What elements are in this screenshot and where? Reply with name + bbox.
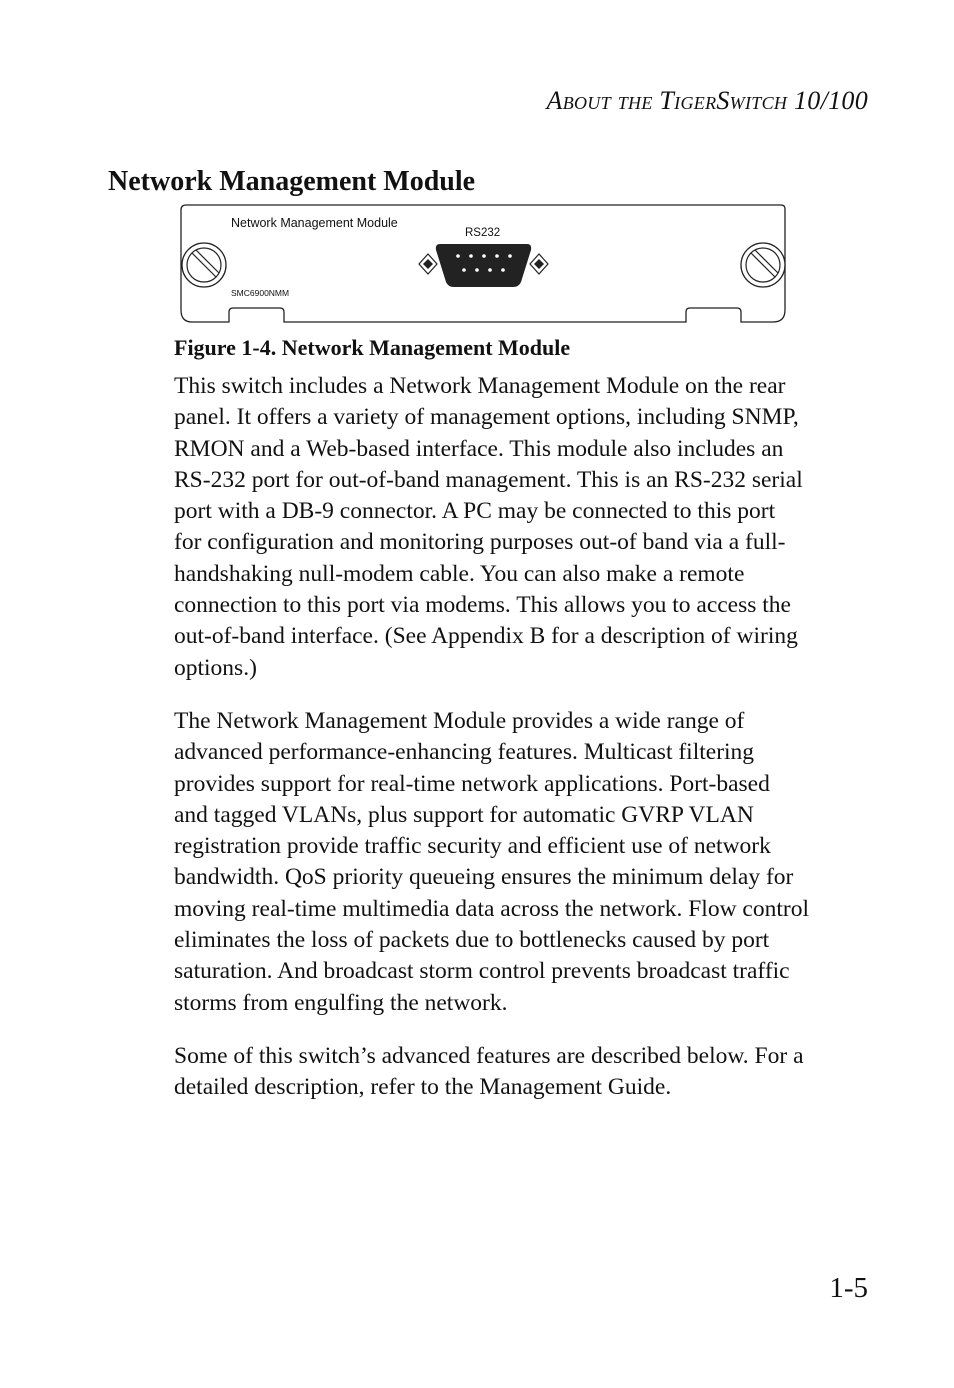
panel-label: Network Management Module	[231, 216, 398, 230]
page-number: 1-5	[829, 1272, 868, 1304]
body-paragraph-1	[174, 371, 874, 684]
paragraph-text: Some of this switch’s advanced features are described below. For a detailed description, refer to the Management Guide.	[174, 1043, 804, 1101]
figure-caption: Figure 1-4. Network Management Module	[174, 335, 571, 360]
paragraph-text: The Network Management Module provides a wide range of advanced performance-enhancing features. Multicast filtering provides support for real-time network applications. Port-based and tagged VLANs, plus support for automatic GVRP VLAN registration provide traffic security and efficient use of network bandwidth. QoS priority queueing ensures the minimum delay for moving real-time multimedia data across the network. Flow control eliminates the loss of packets due to bottlenecks caused by port saturation. And broadcast storm control prevents broadcast traffic storms from engulfing the network.	[174, 708, 809, 1016]
section-title: Network Management Module	[108, 166, 476, 197]
paragraph-text: This switch includes a Network Management Module on the rear panel. It offers a variety of management options, including SNMP, RMON and a Web-based interface. This module also includes an RS-232 port for out-of-band management. This is an RS-232 serial port with a DB-9 connector. A PC may be connected to this port for configuration and monitoring purposes out-of band via a full- handshaking null-modem cable. You can also make a remote connection to this port via modems. This allows you to access the out-of-band interface. (See Appendix B for a description of wiring options.)	[174, 373, 803, 681]
port-label: RS232	[465, 227, 501, 239]
running-head: About the TigerSwitch 10/100	[546, 86, 868, 115]
module-figure	[176, 202, 790, 328]
body-paragraph-3	[174, 1041, 874, 1104]
left-thumbscrew-icon	[182, 243, 226, 287]
body-paragraph-2	[174, 706, 874, 1019]
right-thumbscrew-icon	[741, 243, 785, 287]
model-label: SMC6900NMM	[231, 288, 290, 298]
